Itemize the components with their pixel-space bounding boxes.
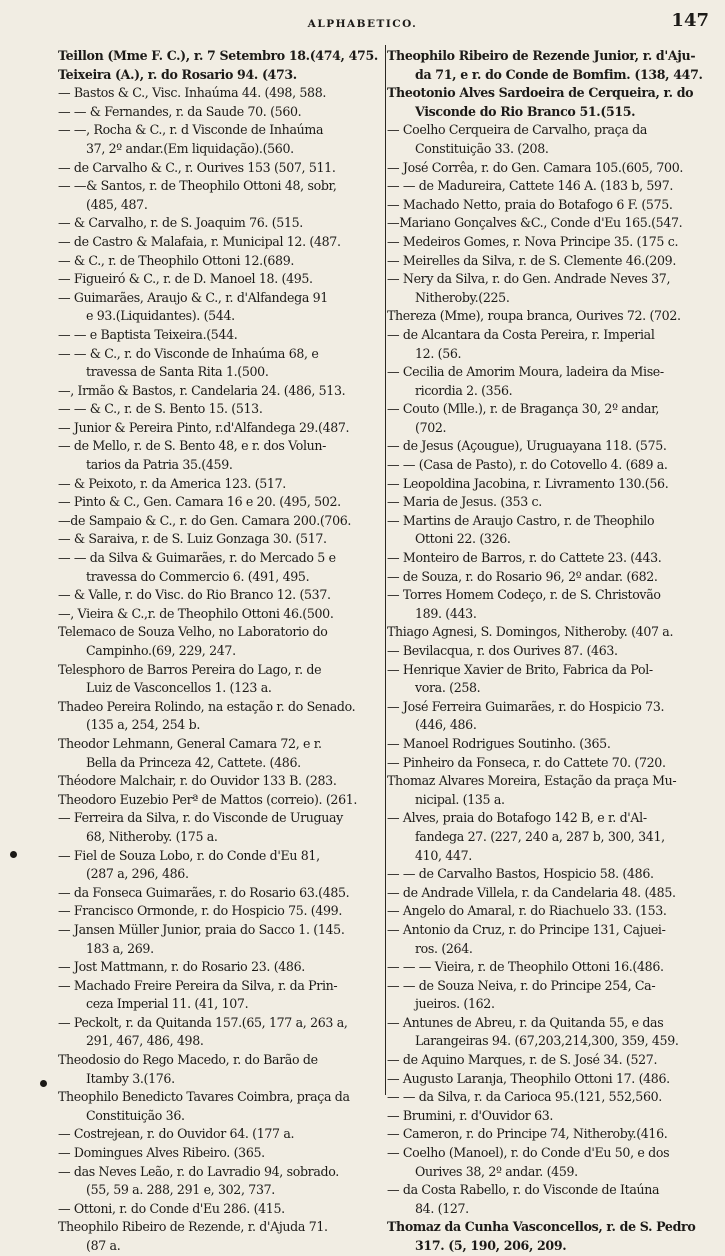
directory-entry: Theodor Lehmann, General Camara 72, e r. [58, 735, 322, 751]
directory-entry: — Jost Mattmann, r. do Rosario 23. (486. [58, 959, 305, 975]
directory-entry: Theophilo Ribeiro de Rezende Junior, r. d'Aju- [387, 48, 696, 63]
directory-entry: — — & C., r. do Visconde de Inhaúma 68, e [58, 345, 319, 361]
entry-continuation: (702. [415, 419, 447, 435]
directory-entry: Theodosio do Rego Macedo, r. do Barão de [58, 1052, 318, 1068]
directory-entry: — Junior & Pereira Pinto, r.d'Alfandega 29.(487. [58, 419, 350, 435]
entry-continuation: 189. (443. [415, 605, 477, 621]
directory-entry: — Domingues Alves Ribeiro. (365. [58, 1145, 265, 1161]
directory-entry: — Antunes de Abreu, r. da Quitanda 55, e das [387, 1014, 664, 1030]
running-head: ALPHABETICO. [307, 18, 418, 30]
entry-continuation: Constituição 36. [86, 1107, 185, 1123]
directory-entry: — José Ferreira Guimarães, r. do Hospicio 73. [387, 698, 665, 714]
directory-entry: — — & Fernandes, r. da Saude 70. (560. [58, 103, 302, 119]
directory-entry: Theophilo Benedicto Tavares Coimbra, praça da [58, 1089, 350, 1105]
directory-entry: — Ferreira da Silva, r. do Visconde de Uruguay [58, 810, 343, 826]
entry-continuation: Constituição 33. (208. [415, 140, 549, 156]
entry-continuation: ceza Imperial 11. (41, 107. [86, 996, 249, 1012]
directory-entry: — Coelho Cerqueira de Carvalho, praça da [387, 122, 648, 138]
directory-entry: — Machado Netto, praia do Botafogo 6 F. (575. [387, 196, 673, 212]
directory-entry: — — & C., r. de S. Bento 15. (513. [58, 401, 263, 417]
directory-entry: — Alves, praia do Botafogo 142 B, e r. d'Al- [387, 810, 647, 826]
directory-entry: — da Fonseca Guimarães, r. do Rosario 63.(485. [58, 884, 350, 900]
directory-entry: — — da Silva, r. da Carioca 95.(121, 552,560. [387, 1089, 662, 1105]
directory-entry: — — (Casa de Pasto), r. do Cotovello 4. (689 a. [387, 457, 668, 473]
entry-continuation: Itamby 3.(176. [86, 1070, 175, 1086]
directory-entry: —, Vieira & C.,r. de Theophilo Ottoni 46.(500. [58, 605, 334, 621]
directory-entry: Telesphoro de Barros Pereira do Lago, r. de [58, 661, 322, 677]
directory-entry: — de Jesus (Açougue), Uruguayana 118. (575. [387, 438, 667, 454]
directory-entry: — Bevilacqua, r. dos Ourives 87. (463. [387, 643, 618, 658]
column-divider [385, 45, 386, 1095]
directory-entry: — Francisco Ormonde, r. do Hospicio 75. (499. [58, 903, 342, 919]
directory-entry: —de Sampaio & C., r. do Gen. Camara 200.(706. [58, 512, 352, 528]
entry-continuation: tarios da Patria 35.(459. [86, 457, 233, 473]
directory-entry: — Angelo do Amaral, r. do Riachuelo 33. (153. [387, 903, 667, 919]
directory-entry: Telemaco de Souza Velho, no Laboratorio do [58, 624, 328, 640]
entry-continuation: Luiz de Vasconcellos 1. (123 a. [86, 680, 272, 696]
directory-entry: Theodoro Euzebio Perª de Mattos (correio). (261. [58, 791, 358, 807]
entry-continuation: 84. (127. [415, 1200, 469, 1216]
entry-continuation: 291, 467, 486, 498. [86, 1033, 204, 1049]
directory-entry: — Antonio da Cruz, r. do Principe 131, Cajuei- [387, 921, 666, 937]
directory-entry: Thadeo Pereira Rolindo, na estação r. do Senado. [58, 698, 356, 714]
directory-entry: — Henrique Xavier de Brito, Fabrica da Pol- [387, 661, 653, 677]
margin-mark [40, 1080, 47, 1087]
directory-entry: — & Valle, r. do Visc. do Rio Branco 12. (537. [58, 587, 331, 603]
directory-entry: — Martins de Araujo Castro, r. de Theophilo [387, 512, 655, 528]
directory-entry: — Peckolt, r. da Quitanda 157.(65, 177 a, 263 a, [58, 1014, 348, 1030]
directory-entry: — & Carvalho, r. de S. Joaquim 76. (515. [58, 215, 303, 231]
directory-entry: — Machado Freire Pereira da Silva, r. da Prin- [58, 977, 338, 993]
directory-entry: Teixeira (A.), r. do Rosario 94. (473. [58, 66, 297, 82]
directory-entry: — de Souza, r. do Rosario 96, 2º andar. (682. [387, 568, 658, 584]
directory-entry: — de Mello, r. de S. Bento 48, e r. dos Volun- [58, 438, 327, 454]
directory-entry: — Ottoni, r. do Conde d'Eu 286. (415. [58, 1200, 285, 1216]
entry-continuation: Nitheroby.(225. [415, 289, 510, 305]
entry-continuation: Ourives 38, 2º andar. (459. [415, 1163, 578, 1179]
directory-entry: —, Irmão & Bastos, r. Candelaria 24. (486, 513. [58, 382, 346, 398]
directory-entry: Thomaz da Cunha Vasconcellos, r. de S. Pedro [387, 1219, 696, 1235]
entry-continuation: 37, 2º andar.(Em liquidação).(560. [86, 140, 294, 156]
entry-continuation: (87 a. [86, 1238, 121, 1253]
directory-entry: — Guimarães, Araujo & C., r. d'Alfandega 91 [58, 289, 328, 305]
directory-entry: — Monteiro de Barros, r. do Cattete 23. (443. [387, 550, 662, 566]
directory-entry: — Medeiros Gomes, r. Nova Principe 35. (175 c. [387, 233, 679, 249]
entry-continuation: ricordia 2. (356. [415, 382, 513, 398]
entry-continuation: travessa de Santa Rita 1.(500. [86, 364, 269, 380]
directory-entry: — Meirelles da Silva, r. de S. Clemente 46.(209. [387, 252, 676, 268]
entry-continuation: travessa do Commercio 6. (491, 495. [86, 568, 310, 584]
directory-entry: — —, Rocha & C., r. d Visconde de Inhaúma [58, 122, 324, 138]
entry-continuation: 410, 447. [415, 847, 472, 863]
entry-continuation: 12. (56. [415, 345, 462, 361]
directory-entry: — — da Silva & Guimarães, r. do Mercado 5 e [58, 550, 336, 566]
directory-entry: — Fiel de Souza Lobo, r. do Conde d'Eu 81, [58, 847, 320, 863]
right-column [387, 47, 709, 1253]
directory-entry: — da Costa Rabello, r. do Visconde de Itaúna [387, 1182, 660, 1198]
entry-continuation: nicipal. (135 a. [415, 791, 505, 807]
entry-continuation: da 71, e r. do Conde de Bomfim. (138, 447. [415, 66, 703, 82]
entry-continuation: (287 a, 296, 486. [86, 866, 189, 882]
entry-continuation: (446, 486. [415, 717, 477, 733]
entry-continuation: (55, 59 a. 288, 291 e, 302, 737. [86, 1182, 275, 1198]
directory-entry: — José Corrêa, r. do Gen. Camara 105.(605, 700. [387, 159, 684, 175]
directory-entry: — — de Madureira, Cattete 146 A. (183 b, 597. [387, 178, 674, 194]
directory-entry: — — de Carvalho Bastos, Hospicio 58. (486. [387, 866, 654, 882]
left-column [58, 47, 380, 1253]
page-number: 147 [671, 10, 709, 31]
directory-entry: — Manoel Rodrigues Soutinho. (365. [387, 735, 611, 751]
entry-continuation: Ottoni 22. (326. [415, 531, 511, 547]
directory-entry: — de Carvalho & C., r. Ourives 153 (507, 511. [58, 159, 336, 175]
directory-entry: — Augusto Laranja, Theophilo Ottoni 17. (486. [387, 1070, 670, 1086]
directory-entry: Theophilo Ribeiro de Rezende, r. d'Ajuda 71. [58, 1219, 328, 1235]
directory-entry: — Pinto & C., Gen. Camara 16 e 20. (495, 502. [58, 494, 341, 510]
margin-mark [10, 851, 17, 858]
page-header [0, 8, 725, 38]
entry-continuation: Visconde do Rio Branco 51.(515. [415, 103, 636, 119]
entry-continuation: vora. (258. [415, 680, 481, 696]
directory-entry: — de Aquino Marques, r. de S. José 34. (527. [387, 1052, 658, 1068]
directory-entry: Théodore Malchair, r. do Ouvidor 133 B. (283. [58, 773, 337, 789]
entry-continuation: fandega 27. (227, 240 a, 287 b, 300, 341, [415, 828, 665, 844]
directory-entry: Thiago Agnesi, S. Domingos, Nitheroby. (407 a. [387, 624, 674, 640]
directory-entry: — & C., r. de Theophilo Ottoni 12.(689. [58, 252, 295, 268]
directory-entry: — Maria de Jesus. (353 c. [387, 494, 542, 510]
directory-entry: — Nery da Silva, r. do Gen. Andrade Neves 37, [387, 271, 671, 287]
directory-entry: — Figueiró & C., r. de D. Manoel 18. (495. [58, 271, 313, 287]
directory-entry: Thereza (Mme), roupa branca, Ourives 72. (702. [387, 308, 681, 324]
directory-entry: — — e Baptista Teixeira.(544. [58, 326, 238, 342]
directory-entry: — & Peixoto, r. da America 123. (517. [58, 475, 286, 491]
directory-entry: — Couto (Mlle.), r. de Bragança 30, 2º andar, [387, 401, 660, 417]
directory-entry: — — — Vieira, r. de Theophilo Ottoni 16.(486. [387, 959, 664, 975]
directory-entry: — Coelho (Manoel), r. do Conde d'Eu 50, e dos [387, 1145, 670, 1161]
directory-entry: Theotonio Alves Sardoeira de Cerqueira, r. do [387, 85, 694, 101]
entry-continuation: Bella da Princeza 42, Cattete. (486. [86, 754, 301, 770]
directory-entry: — Cecilia de Amorim Moura, ladeira da Mise- [387, 364, 664, 380]
directory-entry: — Torres Homem Codeço, r. de S. Christovão [387, 587, 661, 603]
directory-entry: Thomaz Alvares Moreira, Estação da praça Mu- [387, 773, 677, 789]
directory-entry: —Mariano Gonçalves &C., Conde d'Eu 165.(547. [387, 215, 683, 231]
directory-entry: — Bastos & C., Visc. Inhaúma 44. (498, 588. [58, 85, 327, 101]
directory-entry: — Jansen Müller Junior, praia do Sacco 1. (145. [58, 921, 345, 937]
entry-continuation: 183 a, 269. [86, 940, 154, 956]
entry-continuation: (485, 487. [86, 196, 148, 212]
directory-entry: — de Alcantara da Costa Pereira, r. Imperial [387, 326, 655, 342]
directory-entry: — Cameron, r. do Principe 74, Nitheroby.(416. [387, 1126, 668, 1142]
entry-continuation: 317. (5, 190, 206, 209. [415, 1238, 567, 1253]
entry-continuation: e 93.(Liquidantes). (544. [86, 308, 235, 324]
entry-continuation: (135 a, 254, 254 b. [86, 717, 200, 733]
directory-entry: — das Neves Leão, r. do Lavradio 94, sobrado. [58, 1163, 339, 1179]
directory-entry: Teillon (Mme F. C.), r. 7 Setembro 18.(474, 475. [58, 48, 378, 63]
directory-entry: — — de Souza Neiva, r. do Principe 254, Ca- [387, 977, 656, 993]
directory-entry: — & Saraiva, r. de S. Luiz Gonzaga 30. (517. [58, 531, 327, 547]
entry-continuation: Larangeiras 94. (67,203,214,300, 359, 459. [415, 1033, 679, 1049]
directory-entry: — Brumini, r. d'Ouvidor 63. [387, 1107, 554, 1123]
entry-continuation: jueiros. (162. [415, 996, 495, 1012]
entry-continuation: 68, Nitheroby. (175 a. [86, 828, 218, 844]
directory-entry: — Leopoldina Jacobina, r. Livramento 130.(56. [387, 475, 669, 491]
directory-entry: — de Castro & Malafaia, r. Municipal 12. (487. [58, 233, 341, 249]
directory-entry: — Costrejean, r. do Ouvidor 64. (177 a. [58, 1126, 295, 1142]
directory-entry: — de Andrade Villela, r. da Candelaria 48. (485. [387, 884, 676, 900]
entry-continuation: Campinho.(69, 229, 247. [86, 643, 236, 658]
directory-entry: — —& Santos, r. de Theophilo Ottoni 48, sobr, [58, 178, 337, 194]
entry-continuation: ros. (264. [415, 940, 473, 956]
directory-entry: — Pinheiro da Fonseca, r. do Cattete 70. (720. [387, 754, 666, 770]
